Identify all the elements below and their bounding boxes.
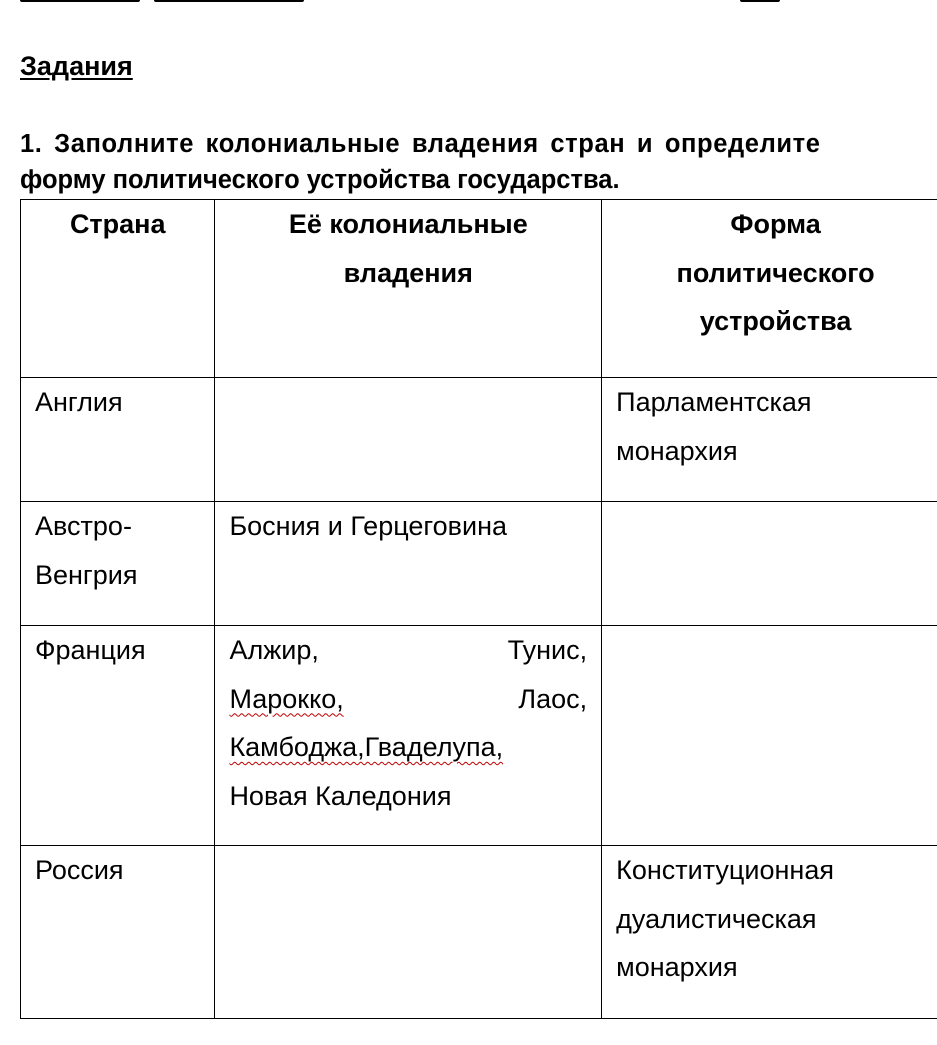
cell-colonies: Босния и Герцеговина [215, 502, 602, 626]
colonies-line [229, 723, 587, 772]
spellcheck-word: Камбоджа,Гваделупа, [229, 732, 504, 762]
table-row [21, 502, 937, 626]
task-text [20, 124, 937, 204]
cell-country: Франция [21, 626, 215, 846]
colonies-line: Новая Каледония [229, 780, 452, 811]
cell-colonies [215, 626, 602, 846]
task-line-2: форму политического устройства государства. [20, 166, 620, 194]
cell-government-form: Конституционная дуалистическая монархия [602, 846, 937, 1019]
table-row [21, 378, 937, 502]
cut-off-top-line [20, 0, 780, 8]
cell-government-form[interactable] [602, 502, 937, 626]
cell-government-form[interactable] [602, 626, 937, 846]
header-colonies: Её колониальные владения [215, 200, 602, 378]
header-government-form: Форма политического устройства [602, 200, 937, 378]
cell-colonies[interactable] [215, 378, 602, 502]
spellcheck-word: Марокко, [229, 683, 344, 714]
table-header-row [21, 200, 937, 378]
section-heading: Задания [20, 51, 133, 81]
colonies-line: Марокко, Лаос, [229, 675, 587, 724]
cell-colonies[interactable] [215, 846, 602, 1019]
cell-government-form: Парламентская монархия [602, 378, 937, 502]
cell-country: Россия [21, 846, 215, 1019]
task-line-1: 1. Заполните колониальные владения стран и определите [20, 130, 821, 158]
table-row [21, 626, 937, 846]
table-row [21, 846, 937, 1019]
cell-country: Англия [21, 378, 215, 502]
colonies-table [20, 199, 937, 1019]
cell-country: Австро- Венгрия [21, 502, 215, 626]
colonies-line: Алжир, Тунис, [229, 635, 588, 665]
header-country: Страна [21, 200, 215, 378]
